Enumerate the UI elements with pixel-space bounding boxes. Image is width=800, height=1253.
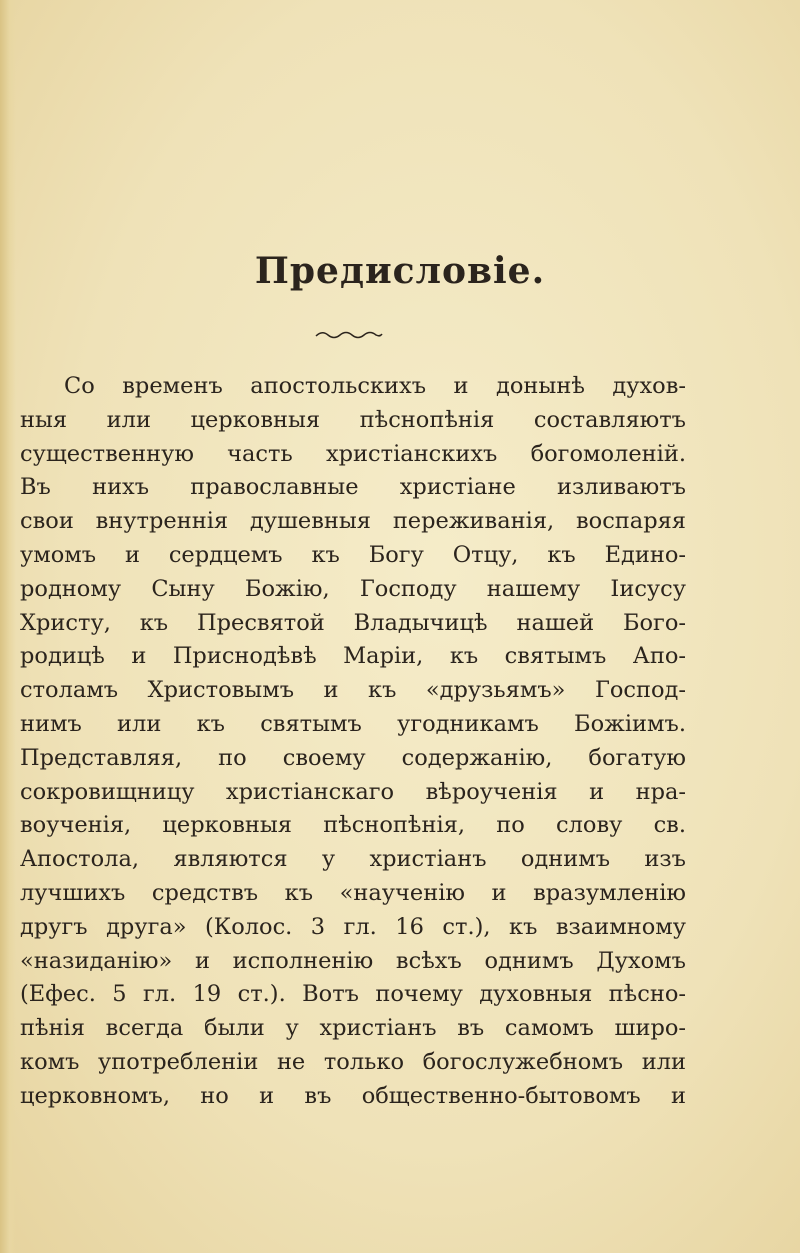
text-line: Со временъ апостольскихъ и донынѣ духов- bbox=[64, 373, 686, 399]
text-line: свои внутреннія душевныя переживанія, воспаряя bbox=[20, 508, 686, 535]
page-binding-edge bbox=[0, 0, 16, 1253]
text-line: (Ефес. 5 гл. 19 ст.). Вотъ почему духовныя пѣсно- bbox=[20, 981, 686, 1008]
text-line: лучшихъ средствъ къ «наученію и вразумленію bbox=[20, 879, 686, 906]
text-line: родицѣ и Приснодѣвѣ Маріи, къ святымъ Апо- bbox=[20, 643, 686, 670]
text-line: Апостола, являются у христіанъ однимъ изъ bbox=[20, 846, 686, 873]
text-line: церковномъ, но и въ общественно-бытовомъ и bbox=[20, 1082, 686, 1109]
text-line: нимъ или къ святымъ угодникамъ Божіимъ. bbox=[20, 710, 686, 737]
decorative-swash-icon bbox=[314, 328, 384, 342]
text-line: умомъ и сердцемъ къ Богу Отцу, къ Едино- bbox=[20, 541, 686, 568]
text-line: «назиданію» и исполненію всѣхъ однимъ Духомъ bbox=[20, 947, 686, 974]
text-line: Представляя, по своему содержанію, богатую bbox=[20, 744, 686, 771]
text-line: сокровищницу христіанскаго вѣроученія и нра- bbox=[20, 778, 686, 805]
text-line: воученія, церковныя пѣснопѣнія, по слову св. bbox=[20, 812, 686, 839]
text-line: существенную часть христіанскихъ богомоленій. bbox=[20, 440, 686, 467]
text-line: Христу, къ Пресвятой Владычицѣ нашей Бого- bbox=[20, 609, 686, 636]
text-line: Въ нихъ православные христіане изливаютъ bbox=[20, 474, 686, 501]
text-line: комъ употребленіи не только богослужебномъ или bbox=[20, 1048, 686, 1075]
text-line: пѣнія всегда были у христіанъ въ самомъ широ- bbox=[20, 1015, 686, 1042]
page-title: Предисловіе. bbox=[254, 250, 546, 292]
text-line: ныя или церковныя пѣснопѣнія составляютъ bbox=[20, 406, 686, 433]
text-line: другъ друга» (Колос. 3 гл. 16 ст.), къ взаимному bbox=[20, 913, 686, 940]
preface-body bbox=[20, 370, 686, 1114]
text-line: столамъ Христовымъ и къ «друзьямъ» Господ- bbox=[20, 677, 686, 704]
text-line: родному Сыну Божію, Господу нашему Іисусу bbox=[20, 575, 686, 602]
